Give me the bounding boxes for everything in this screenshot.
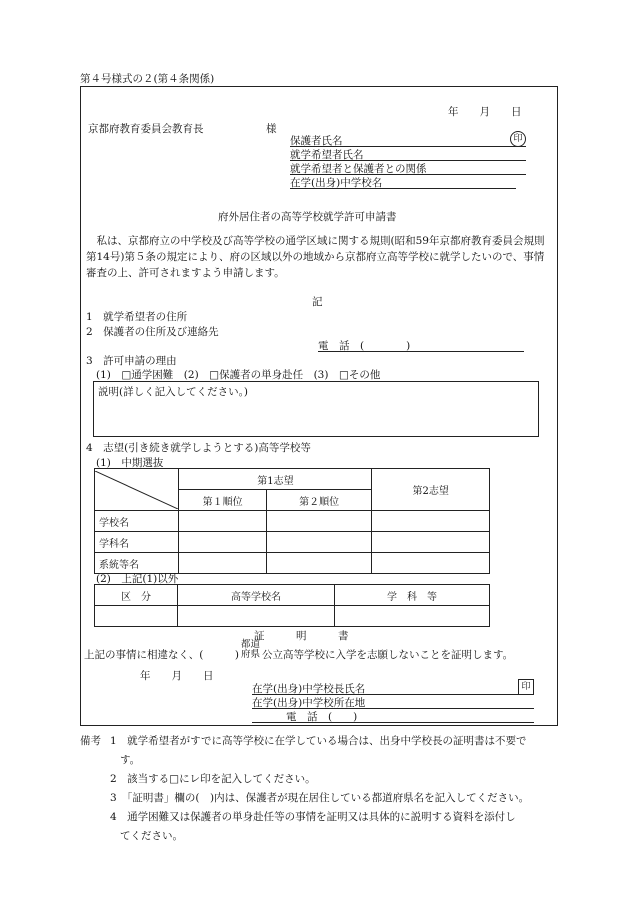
item3-label: 3 許可申請の理由 [86, 355, 177, 367]
second-choice-header: 第2志望 [372, 469, 490, 511]
rank2-header: 第２順位 [266, 490, 372, 511]
table-row [95, 511, 490, 532]
row-label: 学科名 [95, 532, 179, 553]
note-line: 3 「証明書」欄の( )内は、保護者が現在居住している都道府県名を記入してください。 [110, 792, 530, 804]
principal-name-label: 在学(出身)中学校長氏名 [252, 683, 366, 695]
ki-label: 記 [312, 296, 323, 308]
diagonal-line-icon [95, 471, 178, 509]
row-label: 学校名 [95, 511, 179, 532]
input-cell[interactable] [372, 553, 490, 574]
t2-header-category: 区 分 [95, 585, 178, 606]
other-school-table [94, 584, 490, 627]
rank1-header: 第１順位 [179, 490, 266, 511]
input-cell[interactable] [179, 532, 266, 553]
form-number: 第４号様式の２(第４条関係) [80, 73, 215, 85]
input-cell[interactable] [372, 511, 490, 532]
seal-circle-icon: 印 [510, 131, 526, 147]
body-text: 私は、京都府立の中学校及び高等学校の通学区域に関する規則(昭和59年京都府教育委員会規則第14号)第５条の規定により、府の区域以外の地域から京都府立高等学校に就学したいので、事情審査の上、許可されますよう申請します。 [86, 235, 545, 279]
item1-label: 1 就学希望者の住所 [86, 311, 188, 323]
note-line: す。 [120, 754, 141, 766]
principal-name-field[interactable] [252, 681, 534, 695]
document-title: 府外居住者の高等学校就学許可申請書 [218, 211, 397, 223]
choice-table [94, 468, 490, 574]
input-cell[interactable] [179, 553, 266, 574]
note-line: 4 通学困難又は保護者の単身赴任等の事情を証明又は具体的に説明する資料を添付し [110, 811, 516, 823]
note-line: てください。 [120, 830, 183, 842]
t2-header-dept: 学 科 等 [335, 585, 490, 606]
certificate-prefecture: 都道 府県 [241, 639, 261, 660]
notes-label: 備考 [80, 735, 101, 747]
input-cell[interactable] [178, 606, 335, 627]
guardian-name-field[interactable] [290, 133, 526, 147]
certificate-title: 証 明 書 [254, 630, 349, 642]
reason-checkboxes[interactable]: (1) □通学困難 (2) □保護者の単身赴任 (3) □その他 [96, 369, 381, 381]
addressee: 京都府教育委員会教育長 [88, 123, 204, 135]
input-cell[interactable] [95, 606, 178, 627]
row-label: 系統等名 [95, 553, 179, 574]
input-cell[interactable] [266, 553, 372, 574]
explanation-label: 説明(詳しく記入してください。) [98, 386, 248, 398]
t2-header-school: 高等学校名 [178, 585, 335, 606]
applicant-name-field[interactable]: 就学希望者氏名 [290, 147, 526, 161]
relationship-field[interactable]: 就学希望者と保護者との関係 [290, 161, 526, 175]
table-row [95, 532, 490, 553]
input-cell[interactable] [335, 606, 490, 627]
sama-label: 様 [266, 123, 277, 135]
note-line: 1 就学希望者がすでに高等学校に在学している場合は、出身中学校長の証明書は不要で [110, 735, 527, 747]
certificate-text-a: 上記の事情に相違なく、( ) [84, 649, 239, 661]
seal-square-icon: 印 [518, 679, 534, 695]
first-choice-header: 第1志望 [179, 469, 372, 490]
phone-field[interactable] [318, 338, 524, 352]
note-line: 2 該当する□にレ印を記入してください。 [110, 773, 316, 785]
sub2-label: (2) 上記(1)以外 [96, 573, 179, 585]
certificate-date: 年 月 日 [140, 670, 214, 682]
junior-high-field[interactable]: 在学(出身)中学校名 [290, 175, 516, 189]
date-line: 年 月 日 [448, 106, 522, 118]
school-phone-field[interactable] [252, 709, 534, 723]
input-cell[interactable] [179, 511, 266, 532]
explanation-box[interactable] [93, 381, 539, 437]
school-address-field[interactable]: 在学(出身)中学校所在地 [252, 695, 534, 709]
sub1-label: (1) 中期選抜 [96, 457, 164, 469]
input-cell[interactable] [372, 532, 490, 553]
item4-label: 4 志望(引き続き就学しようとする)高等学校等 [86, 442, 311, 454]
input-cell[interactable] [266, 511, 372, 532]
item2-label: 2 保護者の住所及び連絡先 [86, 326, 219, 338]
phone-label: 電 話 ( ) [318, 340, 411, 352]
input-cell[interactable] [266, 532, 372, 553]
certificate-text-b: 公立高等学校に入学を志願しないことを証明します。 [262, 649, 514, 661]
guardian-name-label: 保護者氏名 [290, 135, 343, 147]
diagonal-cell [95, 469, 179, 511]
school-phone-label: 電 話 ( ) [286, 711, 358, 723]
